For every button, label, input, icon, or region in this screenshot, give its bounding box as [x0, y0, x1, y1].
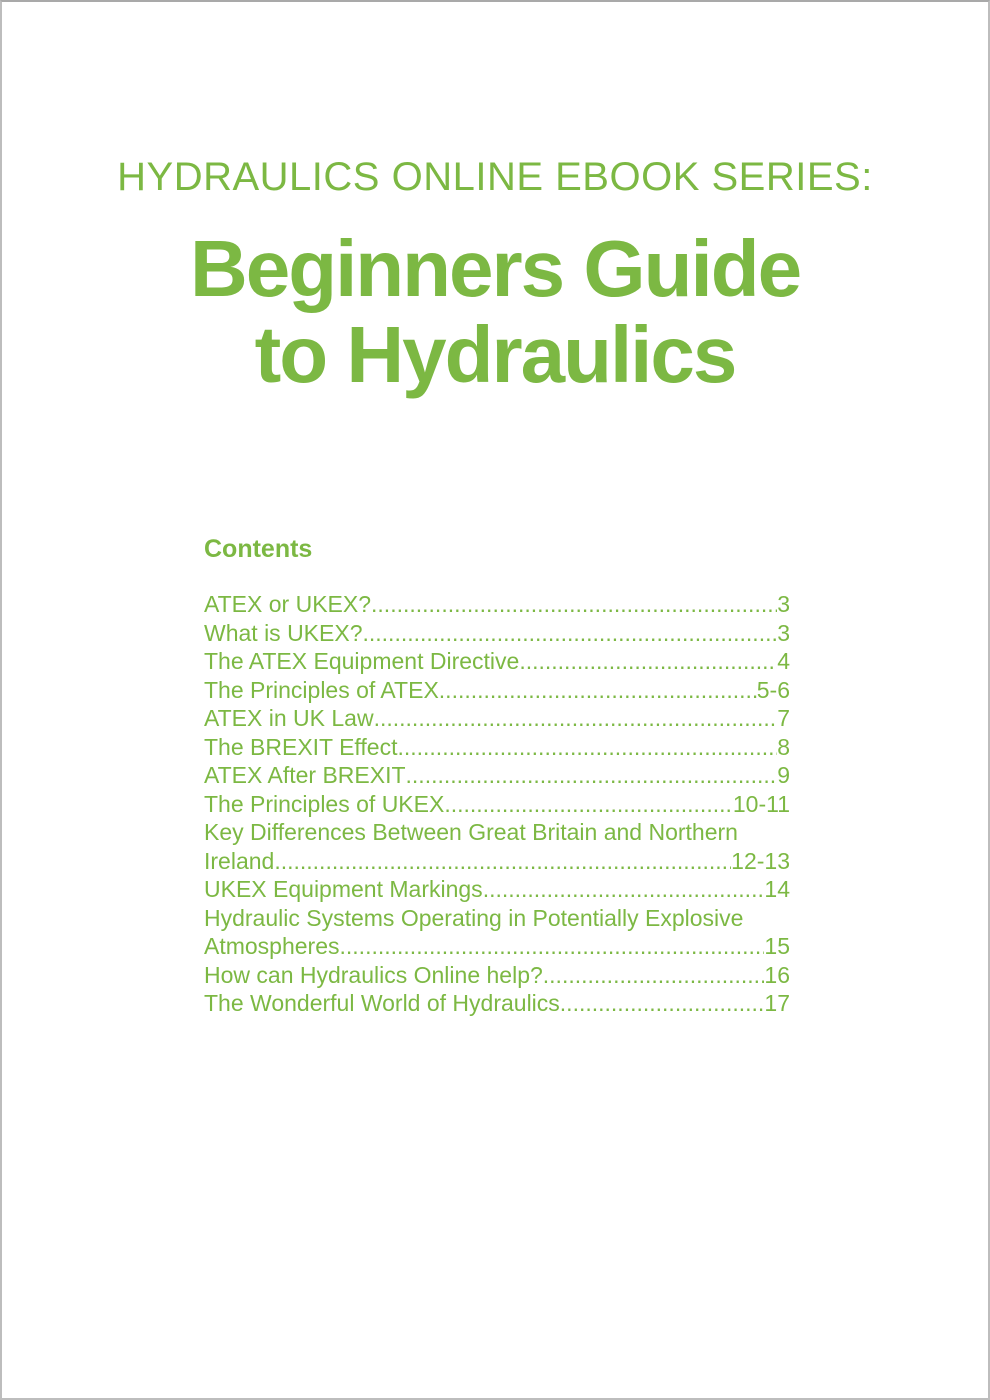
toc-page-number: 17: [764, 990, 790, 1016]
toc-leader-dots: [363, 619, 778, 648]
toc-entry-title: UKEX Equipment Markings: [204, 876, 483, 902]
book-title-line2: to Hydraulics: [254, 310, 736, 399]
toc-leader-dots: [444, 790, 733, 819]
toc-leader-dots: [340, 932, 765, 961]
table-of-contents: [204, 590, 790, 1018]
book-title: [2, 226, 988, 398]
toc-entry: [204, 847, 790, 876]
book-title-line1: Beginners Guide: [189, 224, 801, 313]
toc-entry-title: The Wonderful World of Hydraulics: [204, 990, 560, 1016]
toc-entry: [204, 590, 790, 619]
toc-entry: [204, 932, 790, 961]
toc-entry-title: ATEX or UKEX?: [204, 591, 372, 617]
toc-entry-title: What is UKEX?: [204, 619, 363, 646]
toc-entry-title: ATEX After BREXIT: [204, 762, 406, 788]
toc-entry: [204, 989, 790, 1018]
toc-entry-title: Atmospheres: [204, 933, 340, 959]
toc-leader-dots: [483, 875, 765, 904]
toc-page-number: 7: [777, 705, 790, 731]
toc-entry-title: Key Differences Between Great Britain and Northern: [204, 819, 738, 845]
toc-leader-dots: [374, 704, 778, 733]
toc-leader-dots: [439, 676, 757, 705]
toc-entry-title: The BREXIT Effect: [204, 733, 398, 760]
toc-entry: [204, 676, 790, 705]
contents-section: [204, 534, 790, 1018]
toc-page-number: 12-13: [731, 847, 790, 874]
toc-leader-dots: [274, 847, 731, 876]
toc-leader-dots: [519, 647, 777, 676]
toc-entry-title: Hydraulic Systems Operating in Potentially Explosive: [204, 904, 744, 931]
toc-entry: [204, 961, 790, 990]
toc-page-number: 16: [764, 961, 790, 988]
toc-entry-title: How can Hydraulics Online help?: [204, 961, 543, 988]
toc-leader-dots: [543, 961, 765, 990]
toc-entry-title: Ireland: [204, 847, 275, 874]
toc-page-number: 9: [777, 762, 790, 788]
toc-page-number: 5-6: [756, 676, 790, 703]
toc-entry-title: The Principles of UKEX: [204, 790, 445, 817]
toc-entry: [204, 875, 790, 904]
contents-heading: Contents: [204, 535, 313, 563]
toc-entry: [204, 733, 790, 762]
toc-entry: [204, 904, 790, 933]
toc-entry: [204, 619, 790, 648]
toc-page-number: 4: [777, 648, 790, 674]
toc-entry: [204, 818, 790, 847]
toc-entry: [204, 704, 790, 733]
series-heading: HYDRAULICS ONLINE EBOOK SERIES:: [117, 155, 873, 199]
toc-leader-dots: [397, 733, 777, 762]
toc-leader-dots: [560, 989, 765, 1018]
toc-page-number: 3: [777, 619, 790, 646]
toc-entry: [204, 761, 790, 790]
toc-page-number: 10-11: [732, 790, 790, 817]
toc-entry-title: The ATEX Equipment Directive: [204, 648, 520, 674]
toc-leader-dots: [406, 761, 778, 790]
toc-page-number: 15: [764, 933, 790, 959]
toc-entry-title: ATEX in UK Law: [204, 705, 374, 731]
toc-entry-title: The Principles of ATEX: [204, 676, 439, 703]
toc-page-number: 14: [764, 876, 790, 902]
toc-leader-dots: [371, 590, 777, 619]
toc-entry: [204, 647, 790, 676]
toc-page-number: 3: [777, 591, 790, 617]
toc-page-number: 8: [777, 733, 790, 760]
toc-entry: [204, 790, 790, 819]
